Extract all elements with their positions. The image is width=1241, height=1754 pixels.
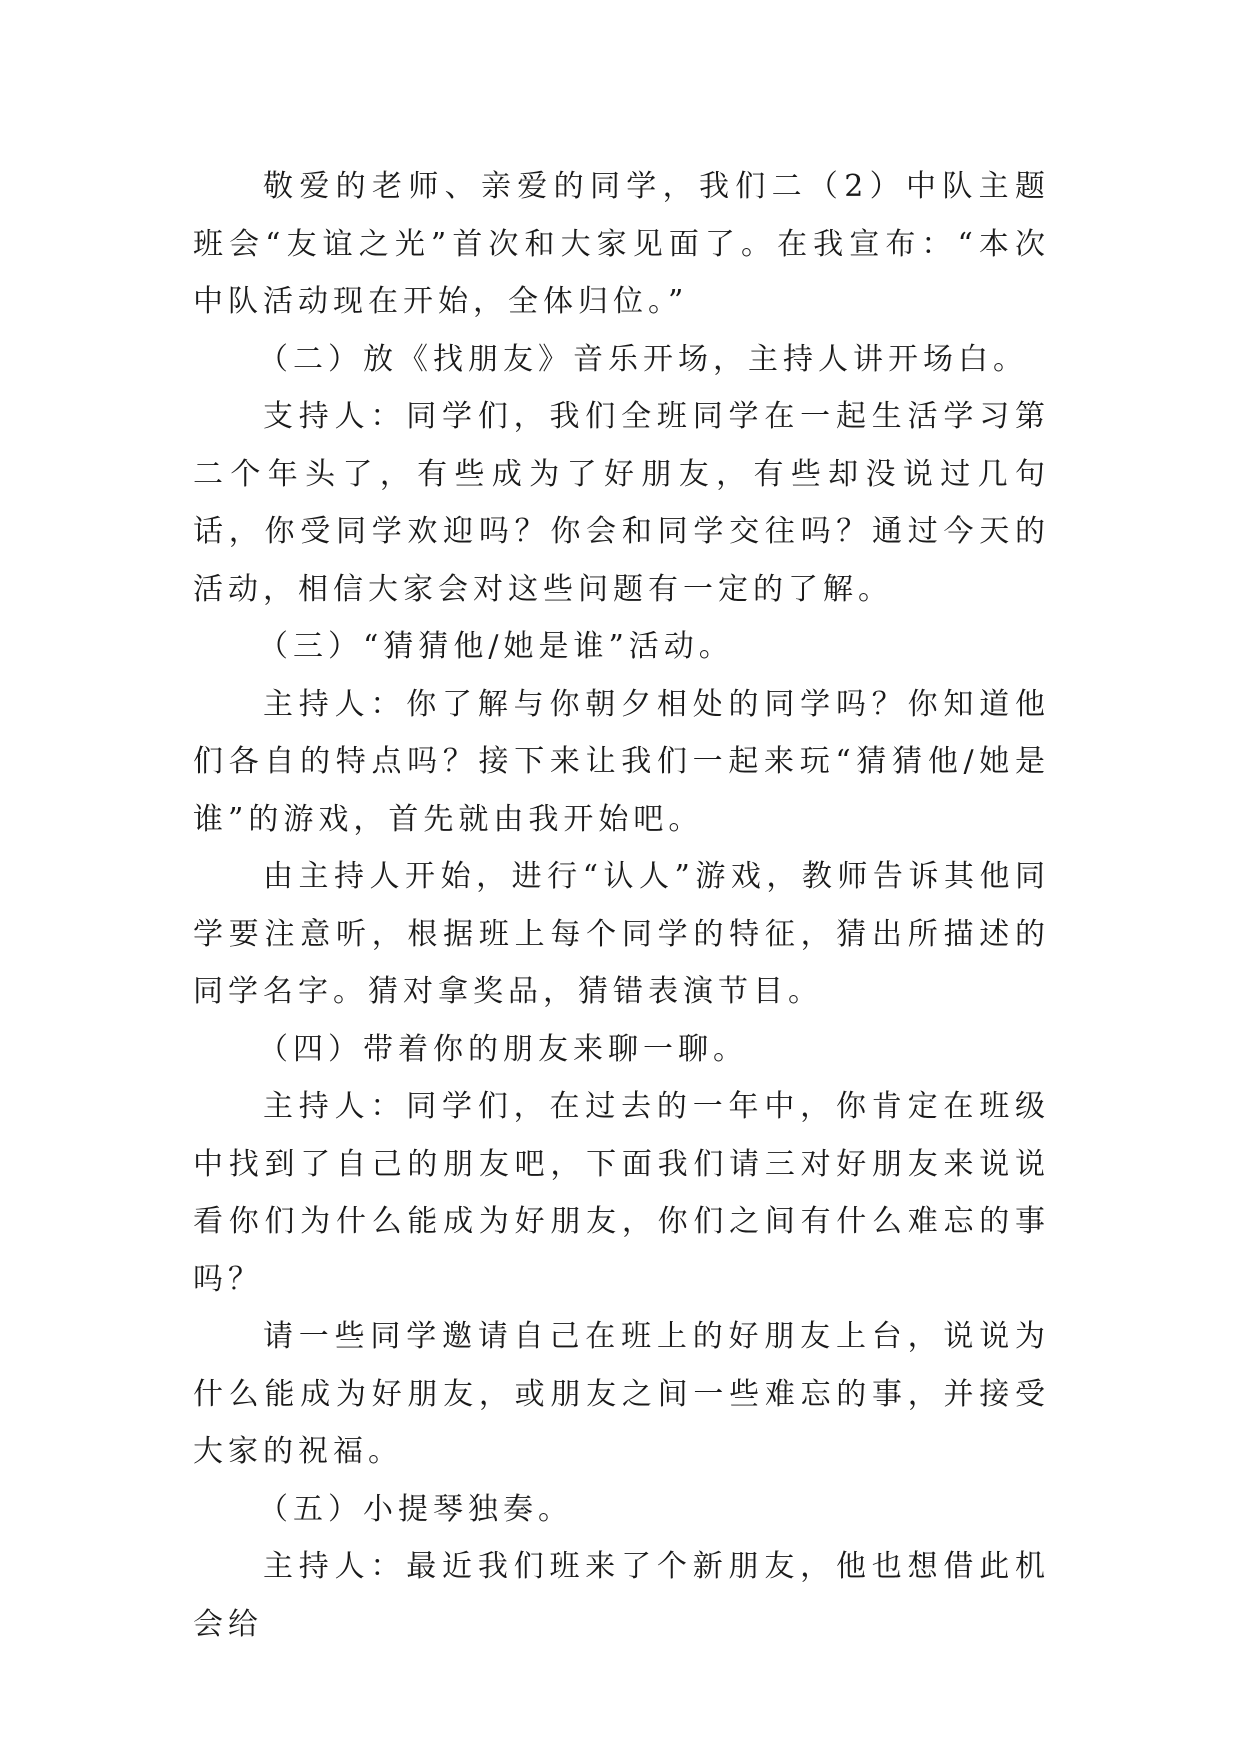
section-heading-5: （五）小提琴独奏。 bbox=[258, 1491, 573, 1527]
paragraph-violin-intro: 主持人：最近我们班来了个新朋友，他也想借此机会给 bbox=[193, 1549, 1050, 1642]
section-heading-3: （三）“猜猜他/她是谁”活动。 bbox=[258, 629, 734, 664]
section-heading-4: （四）带着你的朋友来聊一聊。 bbox=[258, 1031, 748, 1067]
paragraph-host-intro: 支持人：同学们，我们全班同学在一起生活学习第二个年头了，有些成为了好朋友，有些却没说过几句话，你受同学欢迎吗？你会和同学交往吗？通过今天的活动，相信大家会对这些问题有一定的了解。 bbox=[193, 399, 1050, 607]
paragraph-guess-rules: 由主持人开始，进行“认人”游戏，教师告诉其他同学要注意听，根据班上每个同学的特征，猜出所描述的同学名字。猜对拿奖品，猜错表演节目。 bbox=[193, 859, 1050, 1009]
section-heading-2: （二）放《找朋友》音乐开场，主持人讲开场白。 bbox=[258, 341, 1028, 377]
document-body bbox=[193, 158, 1050, 1653]
paragraph-friends-intro: 主持人：同学们，在过去的一年中，你肯定在班级中找到了自己的朋友吧，下面我们请三对好朋友来说说看你们为什么能成为好朋友，你们之间有什么难忘的事吗？ bbox=[193, 1089, 1050, 1297]
paragraph-opening: 敬爱的老师、亲爱的同学，我们二（2）中队主题班会“友谊之光”首次和大家见面了。在我宣布：“本次中队活动现在开始，全体归位。” bbox=[193, 169, 1050, 319]
paragraph-friends-activity: 请一些同学邀请自己在班上的好朋友上台，说说为什么能成为好朋友，或朋友之间一些难忘的事，并接受大家的祝福。 bbox=[193, 1319, 1050, 1469]
paragraph-guess-intro: 主持人：你了解与你朝夕相处的同学吗？你知道他们各自的特点吗？接下来让我们一起来玩“猜猜他/她是谁”的游戏，首先就由我开始吧。 bbox=[193, 686, 1050, 837]
